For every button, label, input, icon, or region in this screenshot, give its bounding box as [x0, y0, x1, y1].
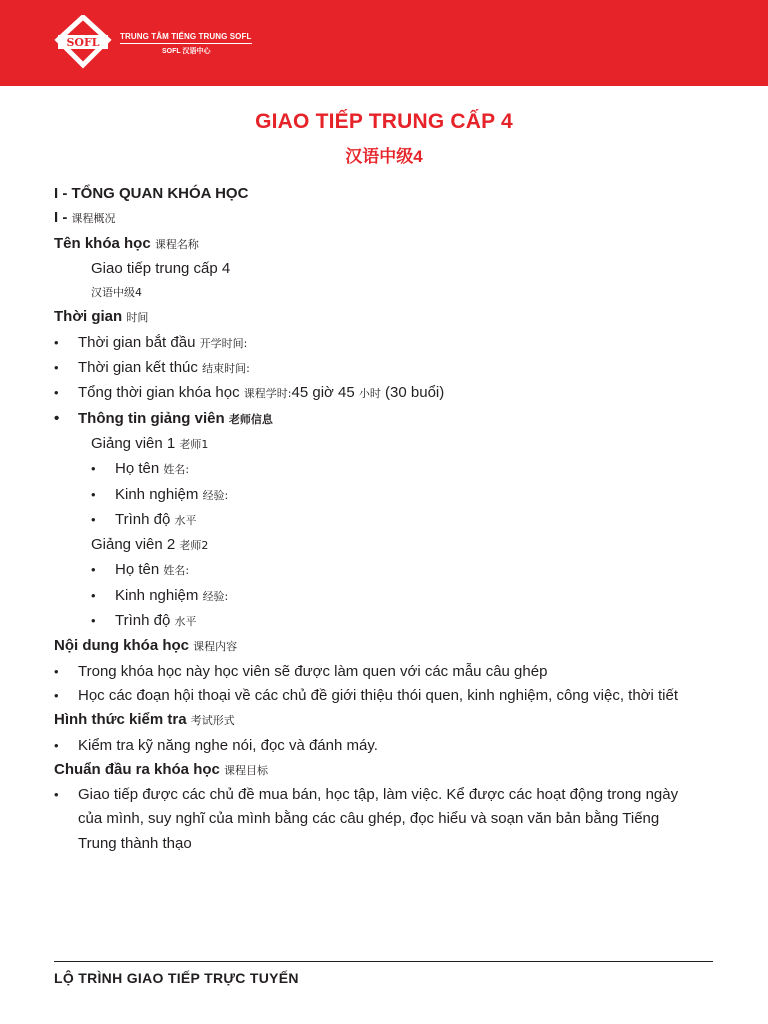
time-total-hours: 45 giờ 45: [291, 384, 359, 402]
teacher-2-field-level-zh: 水平: [174, 615, 197, 629]
list-item: • Trong khóa học này học viên sẽ được làm quen với các mẫu câu ghép: [54, 660, 718, 684]
time-start-zh: 开学时间:: [199, 336, 248, 350]
brand-divider: [120, 43, 252, 44]
list-item: [54, 331, 718, 356]
teacher-1-name-zh: 老师1: [179, 437, 209, 451]
teacher-1-field-name-zh: 姓名:: [163, 463, 190, 477]
exam-label: [54, 708, 718, 733]
list-item: [54, 356, 718, 381]
time-total-zh: 课程学时:: [243, 387, 292, 401]
content-label-text: Nội dung khóa học: [54, 637, 189, 655]
outcome-label: [54, 758, 718, 783]
teacher-2-name-zh: 老师2: [179, 539, 209, 553]
outcome-label-text: Chuẩn đầu ra khóa học: [54, 760, 220, 778]
sofl-logo-icon: [53, 15, 113, 73]
teacher-1-field-level: Trình độ: [115, 510, 171, 528]
list-item: • Giao tiếp được các chủ đề mua bán, học tập, làm việc. Kể được các hoạt động trong ngày của mình, suy nghĩ của mình bằng các câu ghép, đọc hiểu và soạn văn bản bằng Tiếng Trung thành thạo: [54, 783, 698, 856]
list-item: [54, 381, 718, 406]
course-name-value: Giao tiếp trung cấp 4: [91, 259, 231, 277]
header-banner: [0, 0, 768, 86]
time-total-sessions: (30 buổi): [380, 384, 445, 402]
section-heading: I - TỔNG QUAN KHÓA HỌC: [54, 185, 249, 202]
teacher-2-name: Giảng viên 2: [91, 536, 176, 554]
time-end-zh: 结束时间:: [202, 362, 250, 376]
list-item: [54, 483, 718, 508]
teacher-2-field-name-zh: 姓名:: [163, 564, 190, 578]
course-name-value-zh: 汉语中级4: [91, 286, 142, 300]
course-name-label-text: Tên khóa học: [54, 234, 151, 252]
teacher-1-field-exp-zh: 经验:: [202, 488, 229, 502]
outcome-label-zh: 课程目标: [224, 763, 269, 777]
teacher-1-name: Giảng viên 1: [91, 434, 176, 452]
content-label: [54, 634, 718, 659]
section-heading-zh-text: 课程概况: [71, 212, 116, 226]
time-label-text: Thời gian: [54, 308, 123, 326]
list-item: [54, 609, 718, 634]
teachers-label: [54, 407, 718, 432]
exam-label-text: Hình thức kiểm tra: [54, 711, 187, 729]
time-end-text: Thời gian kết thúc: [78, 359, 198, 377]
teacher-2-field-exp-zh: 经验:: [202, 589, 229, 603]
teachers-label-zh: 老师信息: [228, 412, 273, 426]
time-total-hours-zh: 小时: [358, 387, 381, 401]
time-total-text: Tổng thời gian khóa học: [78, 384, 240, 402]
teacher-name: [54, 432, 718, 457]
teacher-2-field-exp: Kinh nghiệm: [115, 586, 199, 604]
brand-name: TRUNG TÂM TIẾNG TRUNG SOFL: [120, 32, 252, 41]
teacher-1-field-level-zh: 水平: [174, 513, 197, 527]
teacher-name: [54, 533, 718, 558]
brand-subtitle: SOFL 汉语中心: [162, 48, 211, 55]
teacher-2-field-level: Trình độ: [115, 612, 171, 630]
footer-text: LỘ TRÌNH GIAO TIẾP TRỰC TUYẾN: [54, 970, 299, 986]
time-label: [54, 305, 718, 330]
document-subtitle: 汉语中级4: [345, 147, 423, 166]
logo-text: SOFL: [66, 36, 100, 49]
course-name-label-zh: 课程名称: [154, 237, 199, 251]
list-item: [54, 584, 718, 609]
section-heading-zh-prefix: I -: [54, 209, 72, 227]
list-item: • Kiểm tra kỹ năng nghe nói, đọc và đánh máy.: [54, 734, 718, 758]
teacher-2-field-name: Họ tên: [115, 561, 160, 579]
document-body: [54, 182, 718, 856]
content-label-zh: 课程内容: [193, 640, 238, 654]
time-label-zh: 时间: [126, 311, 149, 325]
teacher-1-field-name: Họ tên: [115, 460, 160, 478]
list-item: [54, 457, 718, 482]
course-name-label: [54, 232, 718, 257]
section-heading-zh: [54, 206, 718, 231]
list-item: • Học các đoạn hội thoại về các chủ đề giới thiệu thói quen, kinh nghiệm, công việc, thời tiết: [54, 684, 718, 708]
footer-divider: [54, 961, 713, 962]
teachers-label-text: Thông tin giảng viên: [78, 409, 225, 427]
exam-label-zh: 考试形式: [190, 714, 235, 728]
list-item: [54, 508, 718, 533]
teacher-1-field-exp: Kinh nghiệm: [115, 485, 199, 503]
time-start-text: Thời gian bắt đầu: [78, 333, 196, 351]
list-item: [54, 558, 718, 583]
document-title: GIAO TIẾP TRUNG CẤP 4: [255, 110, 513, 133]
